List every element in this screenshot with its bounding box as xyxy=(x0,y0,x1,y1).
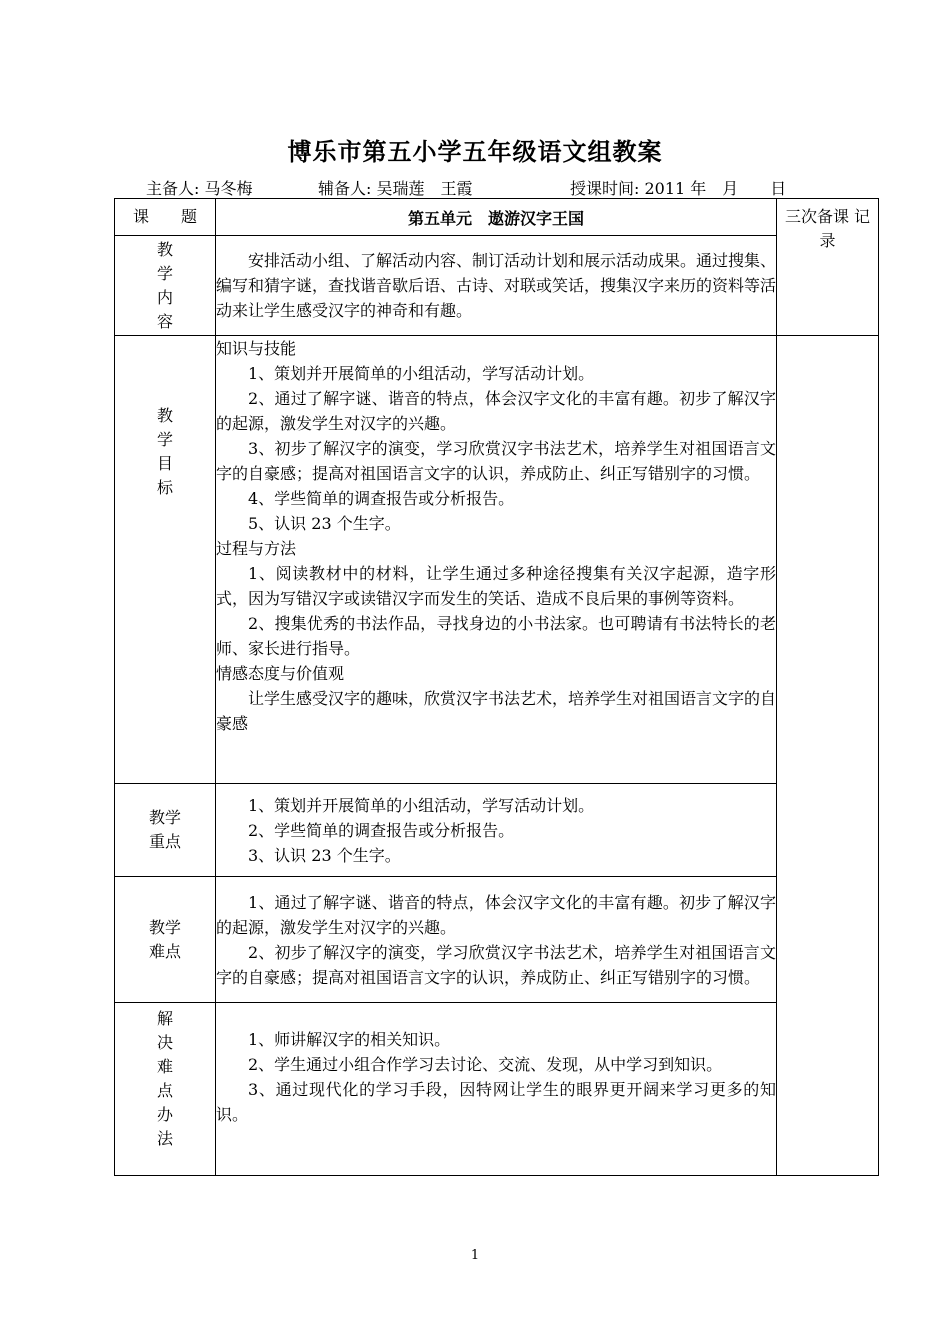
method-item: 1、师讲解汉字的相关知识。 xyxy=(248,1030,451,1049)
subject-row xyxy=(115,199,879,236)
lesson-plan-table xyxy=(114,198,879,1176)
goal-item: 让学生感受汉字的趣味，欣赏汉字书法艺术，培养学生对祖国语言文字的自豪感 xyxy=(216,689,777,733)
goals-row xyxy=(115,336,879,784)
key-row xyxy=(115,784,879,877)
method-item: 3、通过现代化的学习手段，因特网让学生的眼界更开阔来学习更多的知识。 xyxy=(216,1080,776,1124)
page-number: 1 xyxy=(470,1248,480,1263)
method-row xyxy=(115,1003,879,1176)
goal-item: 2、通过了解字谜、谐音的特点，体会汉字文化的丰富有趣。初步了解汉字的起源，激发学生对汉字的兴趣。 xyxy=(216,389,776,433)
assistant-preparer: 辅备人: 吴瑞莲 王霞 xyxy=(318,179,473,198)
goal-item: 3、初步了解汉字的演变，学习欣赏汉字书法艺术，培养学生对祖国语言文字的自豪感；提高对祖国语言文字的认识，养成防止、纠正写错别字的习惯。 xyxy=(216,439,776,483)
goal-item: 5、认识 23 个生字。 xyxy=(248,514,401,533)
method-item: 2、学生通过小组合作学习去讨论、交流、发现，从中学习到知识。 xyxy=(248,1055,723,1074)
content-row xyxy=(115,236,879,336)
record-blank-cell xyxy=(777,336,879,1176)
content-label: 教 学 内 容 xyxy=(115,236,216,336)
goal-item: 1、阅读教材中的材料，让学生通过多种途径搜集有关汉字起源，造字形式，因为写错汉字或读错汉字而发生的笑话、造成不良后果的事例等资料。 xyxy=(216,564,776,608)
subject-value: 第五单元 遨游汉字王国 xyxy=(216,199,777,236)
goals-label: 教 学 目 标 xyxy=(115,336,216,784)
goals-section-title: 知识与技能 xyxy=(216,339,297,358)
difficulty-label: 教学 难点 xyxy=(115,877,216,1003)
key-item: 2、学些简单的调查报告或分析报告。 xyxy=(248,820,515,840)
key-label: 教学 重点 xyxy=(115,784,216,877)
document-title: 博乐市第五小学五年级语文组教案 xyxy=(287,138,663,166)
method-label: 解 决 难 点 办 法 xyxy=(115,1003,216,1176)
subject-label: 课 题 xyxy=(115,199,216,236)
content-text: 安排活动小组、了解活动内容、制订活动计划和展示活动成果。通过搜集、编写和猜字谜，查找谐音歇后语、古诗、对联或笑话，搜集汉字来历的资料等活动来让学生感受汉字的神奇和有趣。 xyxy=(216,251,777,320)
key-item: 1、策划并开展简单的小组活动，学写活动计划。 xyxy=(248,795,595,815)
method-cell xyxy=(216,1003,777,1176)
goal-item: 2、搜集优秀的书法作品，寻找身边的小书法家。也可聘请有书法特长的老师、家长进行指导。 xyxy=(216,614,776,658)
goals-section-title: 情感态度与价值观 xyxy=(216,664,345,683)
key-cell xyxy=(216,784,777,877)
record-label-line: 记录 xyxy=(819,207,871,250)
difficulty-row xyxy=(115,877,879,1003)
difficulty-cell xyxy=(216,877,777,1003)
difficulty-item: 1、通过了解字谜、谐音的特点，体会汉字文化的丰富有趣。初步了解汉字的起源，激发学生对汉字的兴趣。 xyxy=(216,892,776,937)
content-text-cell xyxy=(216,236,777,336)
goals-cell xyxy=(216,336,777,784)
main-preparer: 主备人: 马冬梅 xyxy=(146,179,253,198)
record-label-line: 三次备课 xyxy=(784,207,849,226)
goals-section-title: 过程与方法 xyxy=(216,539,297,558)
difficulty-item: 2、初步了解汉字的演变，学习欣赏汉字书法艺术，培养学生对祖国语言文字的自豪感；提高对祖国语言文字的认识，养成防止、纠正写错别字的习惯。 xyxy=(216,942,776,987)
record-cell xyxy=(777,199,879,336)
goal-item: 4、学些简单的调查报告或分析报告。 xyxy=(248,489,515,508)
lesson-time: 授课时间: 2011 年 月 日 xyxy=(570,179,787,198)
key-item: 3、认识 23 个生字。 xyxy=(248,845,401,865)
goal-item: 1、策划并开展简单的小组活动，学写活动计划。 xyxy=(248,364,595,383)
